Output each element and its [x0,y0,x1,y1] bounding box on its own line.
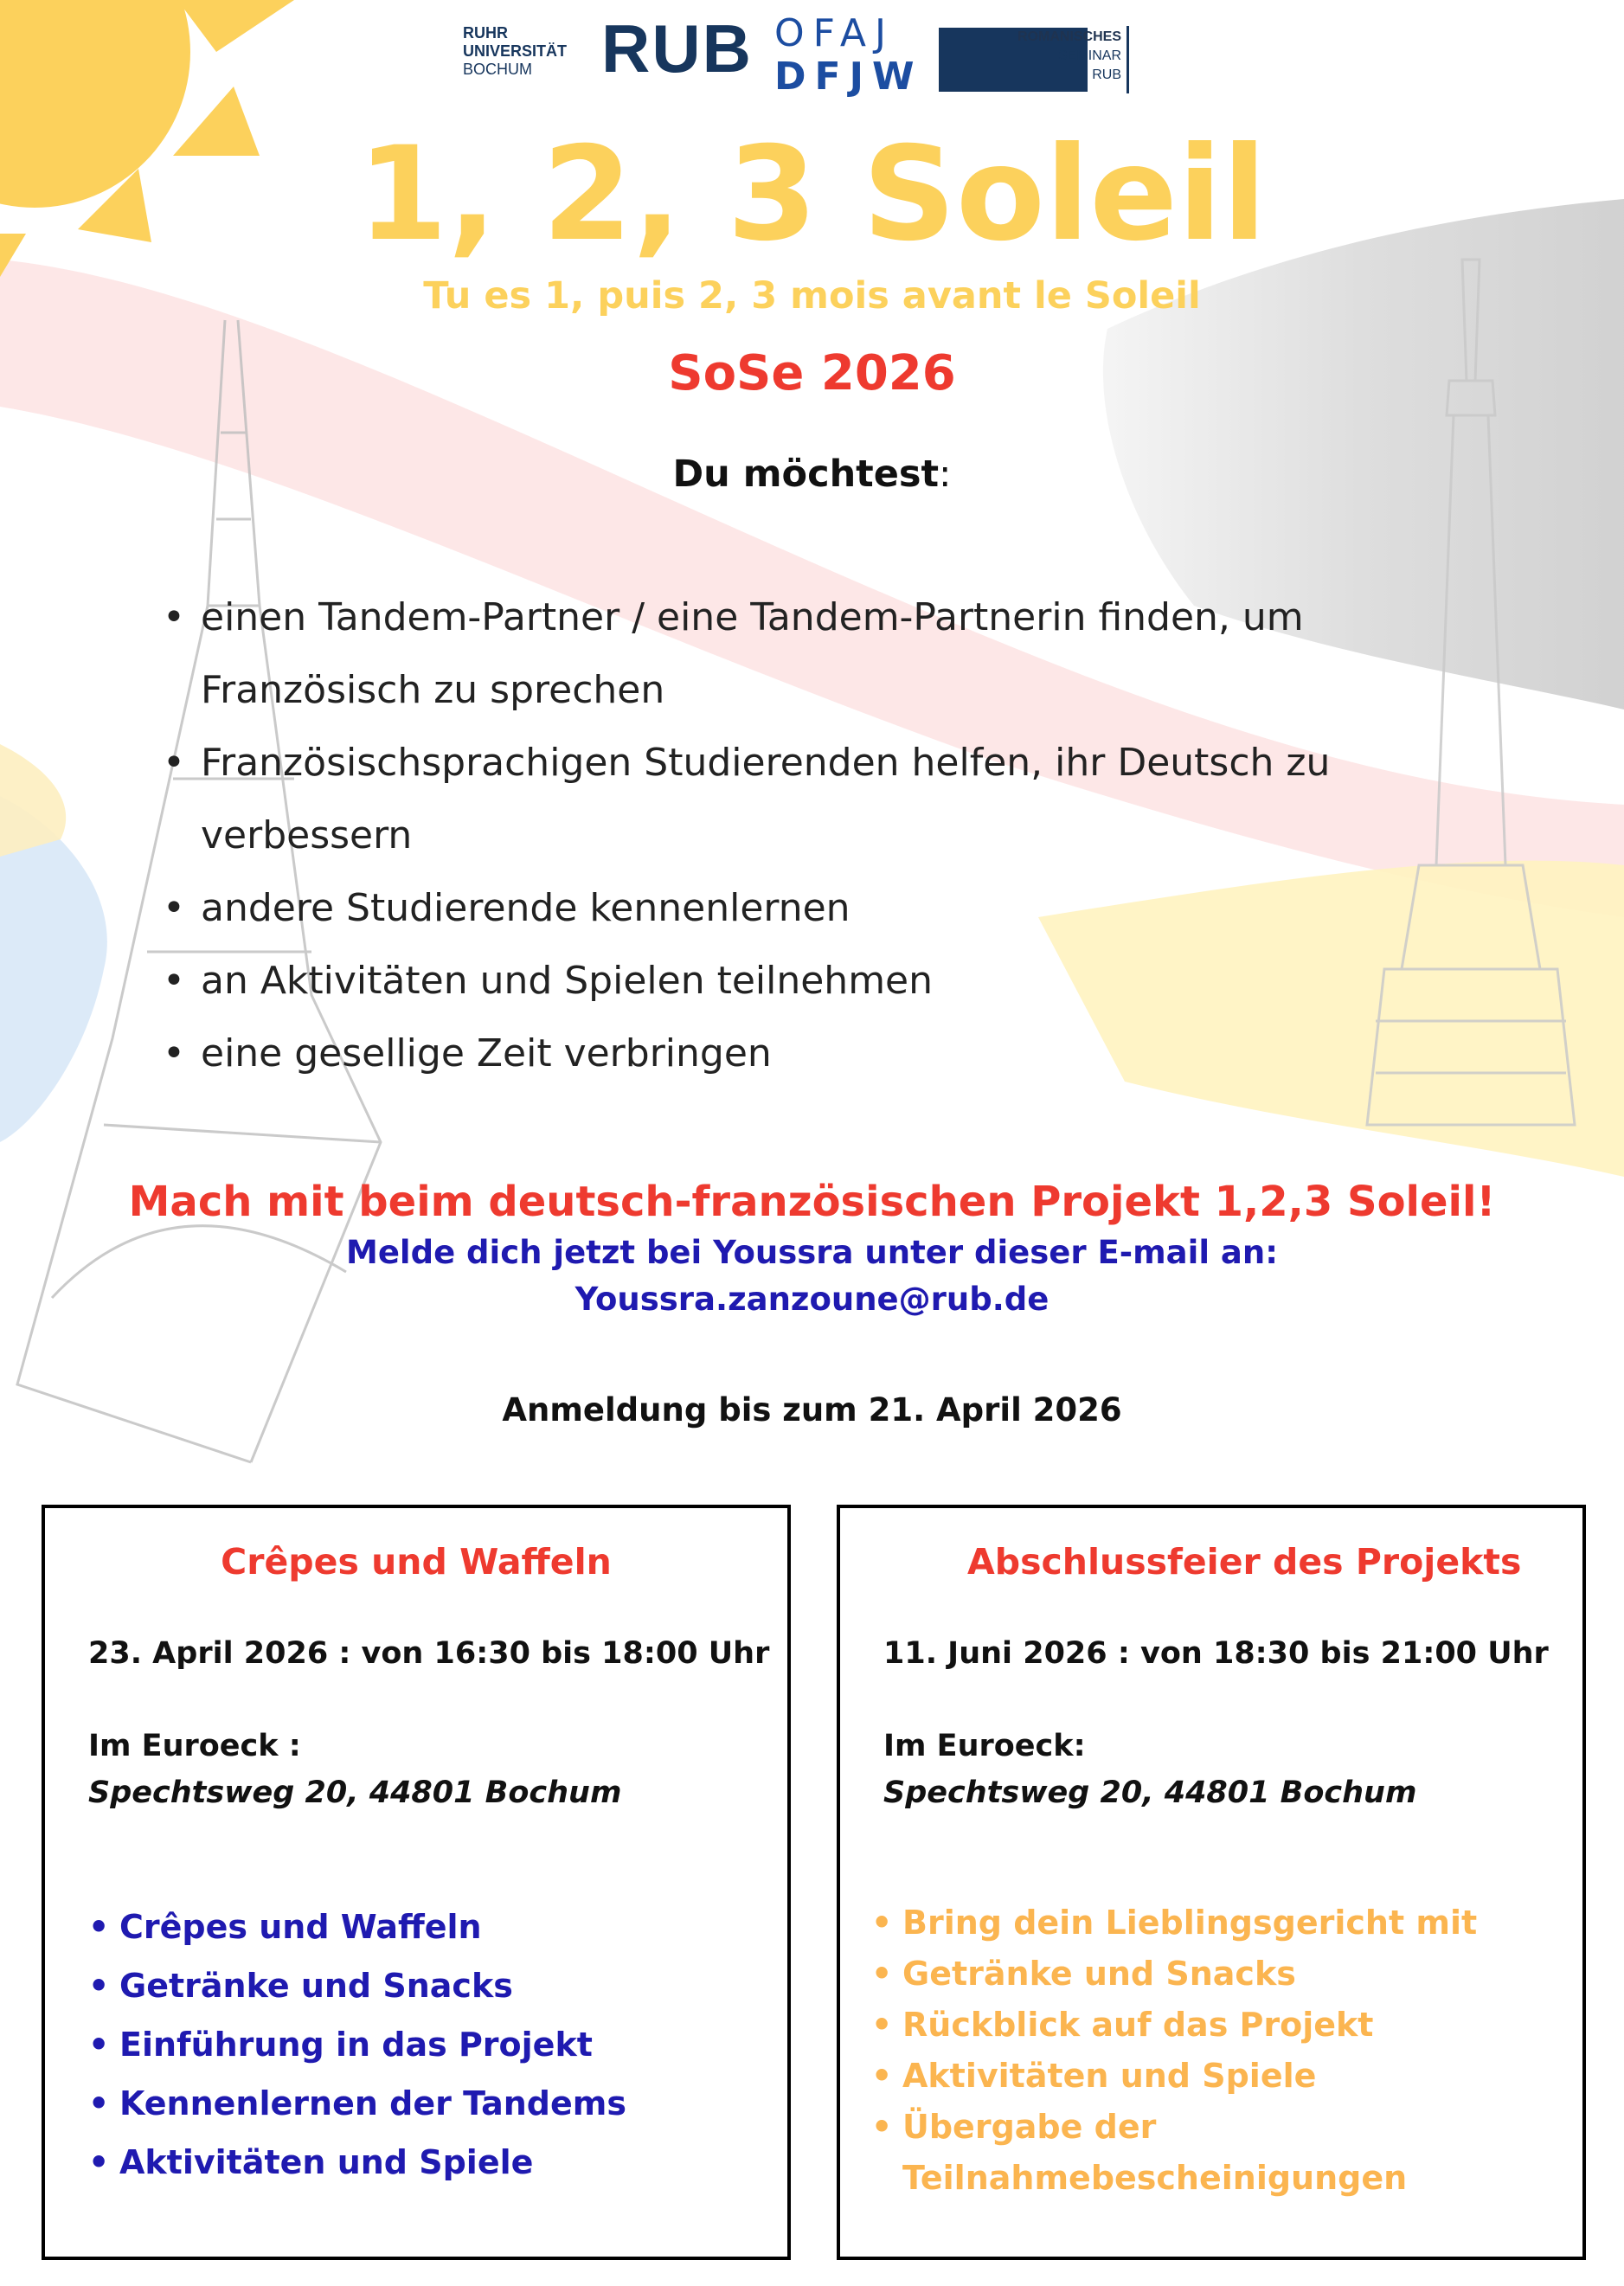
logo-romanisches-line1: ROMANISCHES [1017,29,1121,44]
logo-ruhr-line1: RUHR [463,24,508,42]
list-item: • Getränke und Snacks [88,1956,626,2015]
list-item: • andere Studierende kennenlernen [163,872,1512,945]
event-address: Spechtsweg 20, 44801 Bochum [883,1776,1417,1810]
page-subtitle: Tu es 1, puis 2, 3 mois avant le Soleil [423,274,1201,318]
event-datetime: 23. April 2026 : von 16:30 bis 18:00 Uhr [88,1636,770,1671]
event-place-label: Im Euroeck : [88,1729,301,1763]
list-item: • Einführung in das Projekt [88,2015,626,2074]
logo-romanisches-line2: SEMINAR [1058,48,1121,63]
logo-ruhr-line3: BOCHUM [463,61,532,78]
list-item: • an Aktivitäten und Spielen teilnehmen [163,945,1512,1018]
intro-heading [0,448,1624,500]
list-item: • Übergabe der Teilnahmebescheinigungen [871,2102,1563,2204]
event-datetime: 11. Juni 2026 : von 18:30 bis 21:00 Uhr [883,1636,1549,1671]
rub-logo: RUB [601,10,753,87]
list-item: • Bring dein Lieblingsgericht mit [871,1898,1563,1949]
romanisches-seminar-logo [952,28,1121,85]
event-program-list [88,1898,626,2192]
cta-headline: Mach mit beim deutsch-französischen Projekt 1,2,3 Soleil! [128,1178,1496,1226]
intro-text: Du möchtest [672,453,940,496]
yellow-left-stroke [0,744,66,857]
contact-email-link[interactable]: Youssra.zanzoune@rub.de [574,1281,1050,1318]
list-item: • einen Tandem-Partner / eine Tandem-Partnerin finden, um Französisch zu sprechen [163,581,1512,727]
event-place-label: Im Euroeck: [883,1729,1086,1763]
intro-colon: : [939,453,952,496]
event-card-crepes [42,1505,791,2260]
list-item: • Rückblick auf das Projekt [871,2000,1563,2051]
ofaj-dfjw-logo [774,12,922,99]
registration-deadline: Anmeldung bis zum 21. April 2026 [502,1391,1122,1429]
event-title: Crêpes und Waffeln [221,1541,612,1583]
event-address: Spechtsweg 20, 44801 Bochum [88,1776,622,1810]
list-item: • Aktivitäten und Spiele [88,2133,626,2192]
logo-ruhr-line2: UNIVERSITÄT [463,42,568,60]
cta-contact-line: Melde dich jetzt bei Youssra unter dieser E-mail an: [346,1234,1278,1271]
list-item: • Französischsprachigen Studierenden helfen, ihr Deutsch zu verbessern [163,727,1512,872]
page-title: 1, 2, 3 Soleil [357,119,1267,270]
benefits-list [163,581,1512,1090]
semester-label: SoSe 2026 [668,345,956,401]
logo-romanisches-line3: RUB [1092,67,1121,82]
list-item: • Crêpes und Waffeln [88,1898,626,1956]
logo-ofaj-line2: DFJW [774,55,923,99]
logo-ofaj-line1: OFAJ [774,11,895,55]
event-title: Abschlussfeier des Projekts [967,1541,1522,1583]
event-card-abschlussfeier [837,1505,1586,2260]
event-program-list [871,1898,1563,2204]
ruhr-universitaet-logo [463,24,567,79]
list-item: • Aktivitäten und Spiele [871,2051,1563,2102]
logo-divider [1127,26,1129,93]
list-item: • eine gesellige Zeit verbringen [163,1018,1512,1090]
list-item: • Getränke und Snacks [871,1949,1563,2000]
list-item: • Kennenlernen der Tandems [88,2074,626,2133]
